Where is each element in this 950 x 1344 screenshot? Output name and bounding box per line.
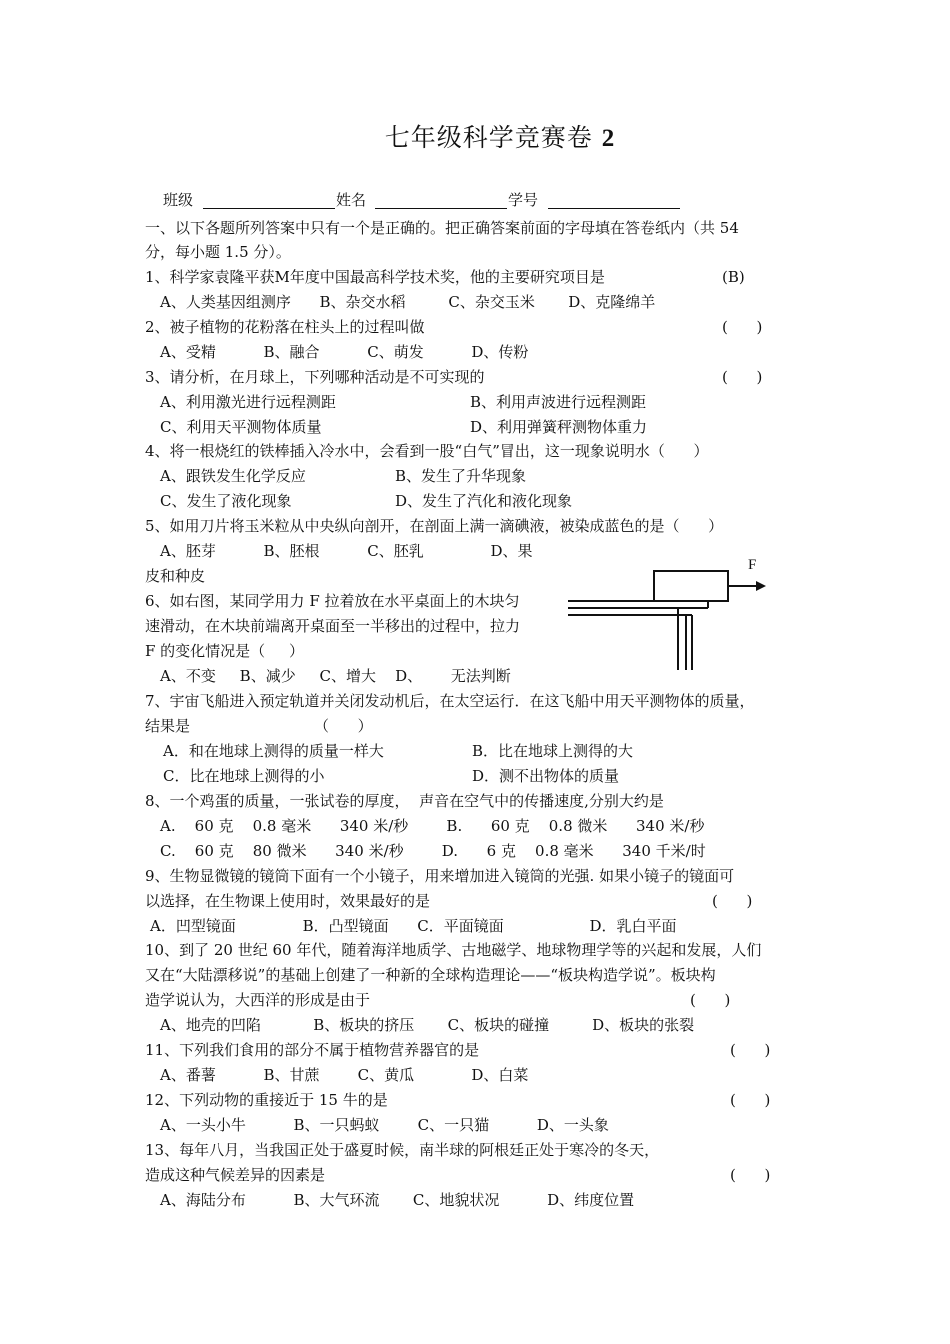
option-4d: D、发生了汽化和液化现象: [395, 492, 573, 510]
question-3: 3、请分析，在月球上，下列哪种活动是不可实现的: [145, 368, 485, 386]
wooden-block: [654, 571, 728, 601]
options-8: C. 60 克 80 微米 340 米/秒 D. 6 克 0.8 毫米 340 千米/时: [160, 842, 706, 860]
options-5-cont: 皮和种皮: [145, 567, 206, 585]
question-10: 10、到了 20 世纪 60 年代，随着海洋地质学、古地磁学、地球物理学等的兴起和发展，人们: [145, 941, 762, 959]
question-2: 2、被子植物的花粉落在柱头上的过程叫做: [145, 318, 425, 336]
question-12: 12、下列动物的重接近于 15 牛的是: [145, 1091, 388, 1109]
force-arrow-head: [756, 581, 766, 591]
answer-blank: ( ): [730, 1091, 771, 1109]
question-4: 4、将一根烧红的铁棒插入冷水中，会看到一股“白气”冒出，这一现象说明水（ ）: [145, 442, 709, 460]
answer-blank: ( ): [722, 318, 763, 336]
question-7: 7、宇宙飞船进入预定轨道并关闭发动机后，在太空运行．在这飞船中用天平测物体的质量，: [145, 692, 755, 710]
answer-blank: ( ): [730, 1041, 771, 1059]
question-13: 造成这种气候差异的因素是: [145, 1166, 326, 1184]
options-6: A、不变 B、减少 C、增大 D、 无法判断: [160, 667, 511, 685]
answer-blank: ( ): [730, 1166, 771, 1184]
option-3b: B、利用声波进行远程测距: [470, 393, 647, 411]
page-title: 七年级科学竞赛卷 2: [384, 123, 616, 152]
answer-blank: ( ): [712, 892, 753, 910]
option-4c: C、发生了液化现象: [160, 492, 292, 510]
answer-blank: ( ): [690, 991, 731, 1009]
options-13: A、海陆分布 B、大气环流 C、地貌状况 D、纬度位置: [160, 1191, 635, 1209]
id-label: 学号: [508, 191, 539, 209]
class-label: 班级: [163, 191, 194, 209]
question-9: 9、生物显微镜的镜筒下面有一个小镜子，用来增加进入镜筒的光强. 如果小镜子的镜面可: [145, 867, 735, 885]
question-6: F 的变化情况是（ ）: [145, 642, 305, 660]
option-3a: A、利用激光进行远程测距: [160, 393, 336, 411]
question-6: 速滑动，在木块前端离开桌面至一半移出的过程中，拉力: [145, 617, 521, 635]
options-9: A．凹型镜面 B．凸型镜面 C．平面镜面 D．乳白平面: [150, 917, 677, 935]
options-5: A、胚芽 B、胚根 C、胚乳 D、果: [160, 542, 533, 560]
option-3d: D、利用弹簧秤测物体重力: [470, 418, 648, 436]
options-8: A. 60 克 0.8 毫米 340 米/秒 B. 60 克 0.8 微米 340 米/秒: [160, 817, 705, 835]
option-4b: B、发生了升华现象: [395, 467, 527, 485]
option-7b: B．比在地球上测得的大: [472, 742, 634, 760]
option-7d: D．测不出物体的质量: [472, 767, 620, 785]
class-blank: [203, 208, 335, 209]
question-1: 1、科学家袁隆平获M年度中国最高科学技术奖，他的主要研究项目是: [145, 268, 605, 286]
question-5: 5、如用刀片将玉米粒从中央纵向剖开，在剖面上满一滴碘液，被染成蓝色的是（ ）: [145, 517, 724, 535]
options-12: A、一头小牛 B、一只蚂蚁 C、一只猫 D、一头象: [160, 1116, 609, 1134]
question-7: 结果是 （ ）: [145, 717, 373, 735]
question-10: 又在“大陆漂移说”的基础上创建了一种新的全球构造理论——“板块构造学说”。板块构: [145, 966, 716, 984]
option-7a: A．和在地球上测得的质量一样大: [163, 742, 384, 760]
options-1: A、人类基因组测序 B、杂交水稻 C、杂交玉米 D、克隆绵羊: [160, 293, 656, 311]
options-10: A、地壳的凹陷 B、板块的挤压 C、板块的碰撞 D、板块的张裂: [160, 1016, 695, 1034]
answer-blank: ( ): [722, 368, 763, 386]
question-11: 11、下列我们食用的部分不属于植物营养器官的是: [145, 1041, 480, 1059]
option-3c: C、利用天平测物体质量: [160, 418, 322, 436]
question-13: 13、每年八月，当我国正处于盛夏时候，南半球的阿根廷正处于寒冷的冬天，: [145, 1141, 660, 1159]
question-9: 以选择，在生物课上使用时，效果最好的是: [145, 892, 431, 910]
intro-line: 分，每小题 1.5 分）。: [145, 243, 291, 261]
name-blank: [375, 208, 507, 209]
option-4a: A、跟铁发生化学反应: [160, 467, 306, 485]
options-2: A、受精 B、融合 C、萌发 D、传粉: [160, 343, 529, 361]
question-10: 造学说认为，大西洋的形成是由于: [145, 991, 371, 1009]
answer-1: (B): [722, 268, 745, 286]
option-7c: C．比在地球上测得的小: [163, 767, 325, 785]
question-8: 8、一个鸡蛋的质量，一张试卷的厚度， 声音在空气中的传播速度,分别大约是: [145, 792, 664, 810]
id-blank: [548, 208, 680, 209]
options-11: A、番薯 B、甘蔗 C、黄瓜 D、白菜: [160, 1066, 529, 1084]
question-6: 6、如右图，某同学用力 F 拉着放在水平桌面上的木块匀: [145, 592, 520, 610]
block-on-table-figure: [568, 555, 798, 675]
force-label: F: [748, 557, 757, 573]
name-label: 姓名: [336, 191, 367, 209]
intro-line: 一、以下各题所列答案中只有一个是正确的。把正确答案前面的字母填在答卷纸内（共 54: [145, 219, 739, 237]
